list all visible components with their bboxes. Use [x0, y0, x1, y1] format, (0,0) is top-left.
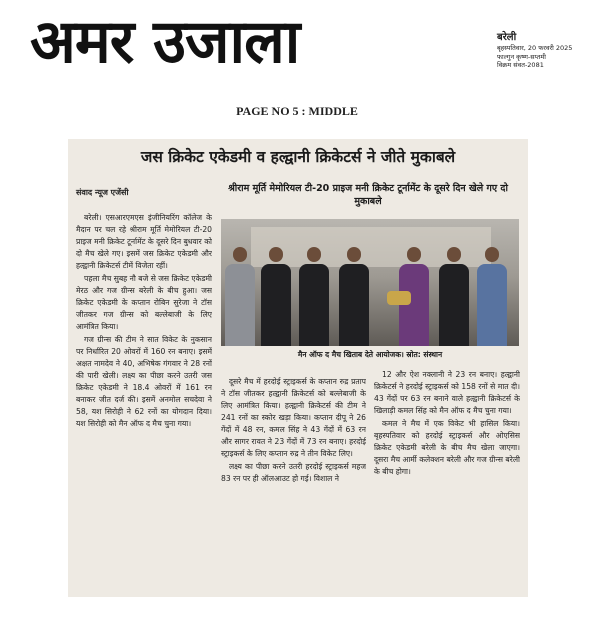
article-byline: संवाद न्यूज एजेंसी	[76, 188, 129, 197]
photo-caption: मैन ऑफ द मैच खिताब देते आयोजक। स्रोत: संस्थान	[297, 350, 443, 359]
edition-samvat: विक्रम संवत-2081	[497, 61, 544, 69]
article-column-3	[374, 369, 520, 594]
edition-hindu-month: फाल्गुन कृष्ण-सप्तमी	[497, 52, 546, 61]
trophy-icon	[387, 291, 411, 305]
article-paragraph: बरेली। एसआरएमएस इंजीनियरिंग कॉलेज के मैदान पर चल रहे श्रीराम मूर्ति मेमोरियल टी-20 प्राइज मनी क्रिकेट टूर्नामेंट के दूसरे दिन बुधवार को दो मैच खेले गए। इसमें जस क्रिकेट एकेडमी और हल्द्वानी क्रिकेटर्स टीमें विजेता रहीं।	[76, 213, 212, 270]
photo-person	[261, 247, 291, 346]
article-column-1	[76, 212, 212, 597]
article-paragraph: लक्ष्य का पीछा करने उतरी हरदोई स्ट्राइकर्स महज 83 रन पर ही ऑलआउट हो गई। विशाल ने	[221, 462, 366, 483]
article-paragraph: 12 और ऐश नक्लानी ने 23 रन बनाए। हल्द्वानी क्रिकेटर्स ने हरदोई स्ट्राइकर्स को 158 रनों से मात दी। 43 गेंदों पर 63 रन बनाने वाले हल्द्वानी क्रिकेटर्स के खिलाड़ी कमल सिंह को मैन ऑफ द मैच चुना गया।	[374, 370, 520, 415]
article-paragraph: पहला मैच सुबह नौ बजे से जस क्रिकेट एकेडमी मेरठ और गज ग्रीन्स बरेली के बीच हुआ। जस क्रिकेट एकेडमी के कप्तान रोबिन सुरेजा ने टॉस जीतकर गज ग्रीन्स को बल्लेबाजी के लिए आमंत्रित किया।	[76, 274, 212, 331]
article-subhead: श्रीराम मूर्ति मेमोरियल टी-20 प्राइज मनी क्रिकेट टूर्नामेंट के दूसरे दिन खेले गए दो मुकाबले	[228, 183, 508, 207]
photo-person	[477, 247, 507, 346]
photo-person	[339, 247, 369, 346]
photo-person	[225, 247, 255, 346]
photo-person	[299, 247, 329, 346]
newspaper-masthead: अमर उजाला	[30, 7, 300, 77]
edition-city: बरेली	[497, 32, 517, 43]
edition-date: बृहस्पतिवार, 20 फरवरी 2025	[497, 44, 573, 52]
article-paragraph: गज ग्रीन्स की टीम ने सात विकेट के नुकसान पर निर्धारित 20 ओवरों में 160 रन बनाए। इसमें अक्षत नामदेव ने 40, अभिषेक गंगवार ने 28 रनों की पारी खेली। लक्ष्य का पीछा करने उतरी जस क्रिकेट एकेडमी ने 18.4 ओवरों में 161 रन बनाकर जीत दर्ज की। इसमें अनमोल सचदेवा ने 58, यश सिरोही ने 62 रनों का योगदान दिया। यश सिरोही को मैन ऑफ द मैच चुना गया।	[76, 335, 212, 428]
photo-person	[439, 247, 469, 346]
article-paragraph: दूसरे मैच में हरदोई स्ट्राइकर्स के कप्तान रुद्र प्रताप ने टॉस जीतकर हल्द्वानी क्रिकेटर्स को बल्लेबाजी के लिए आमंत्रित किया। हल्द्वानी क्रिकेटर्स की टीम ने 241 रनों का स्कोर खड़ा किया। कप्तान दीपू ने 26 गेंदों में 48 रन, कमल सिंह ने 43 गेंदों में 63 रन और सागर रावत ने 23 गेंदों में 73 रन बनाए। हरदोई स्ट्राइकर्स के लिए कप्तान रुद्र ने तीन विकेट लिए।	[221, 377, 366, 458]
news-clipping	[68, 139, 528, 597]
edition-info	[497, 32, 592, 70]
article-headline: जस क्रिकेट एकेडमी व हल्द्वानी क्रिकेटर्स ने जीते मुकाबले	[140, 148, 456, 166]
article-column-2	[221, 376, 366, 596]
page-label: PAGE NO 5 : MIDDLE	[236, 104, 358, 118]
article-photo	[221, 219, 519, 346]
article-paragraph: कमल ने मैच में एक विकेट भी हासिल किया। बृहस्पतिवार को हरदोई स्ट्राइकर्स और ओएसिस क्रिकेट एकेडमी बरेली के बीच मैच खेला जाएगा। दूसरा मैच आर्मी कलेक्शन बरेली और गज ग्रीन्स बरेली के बीच होगा।	[374, 419, 520, 476]
